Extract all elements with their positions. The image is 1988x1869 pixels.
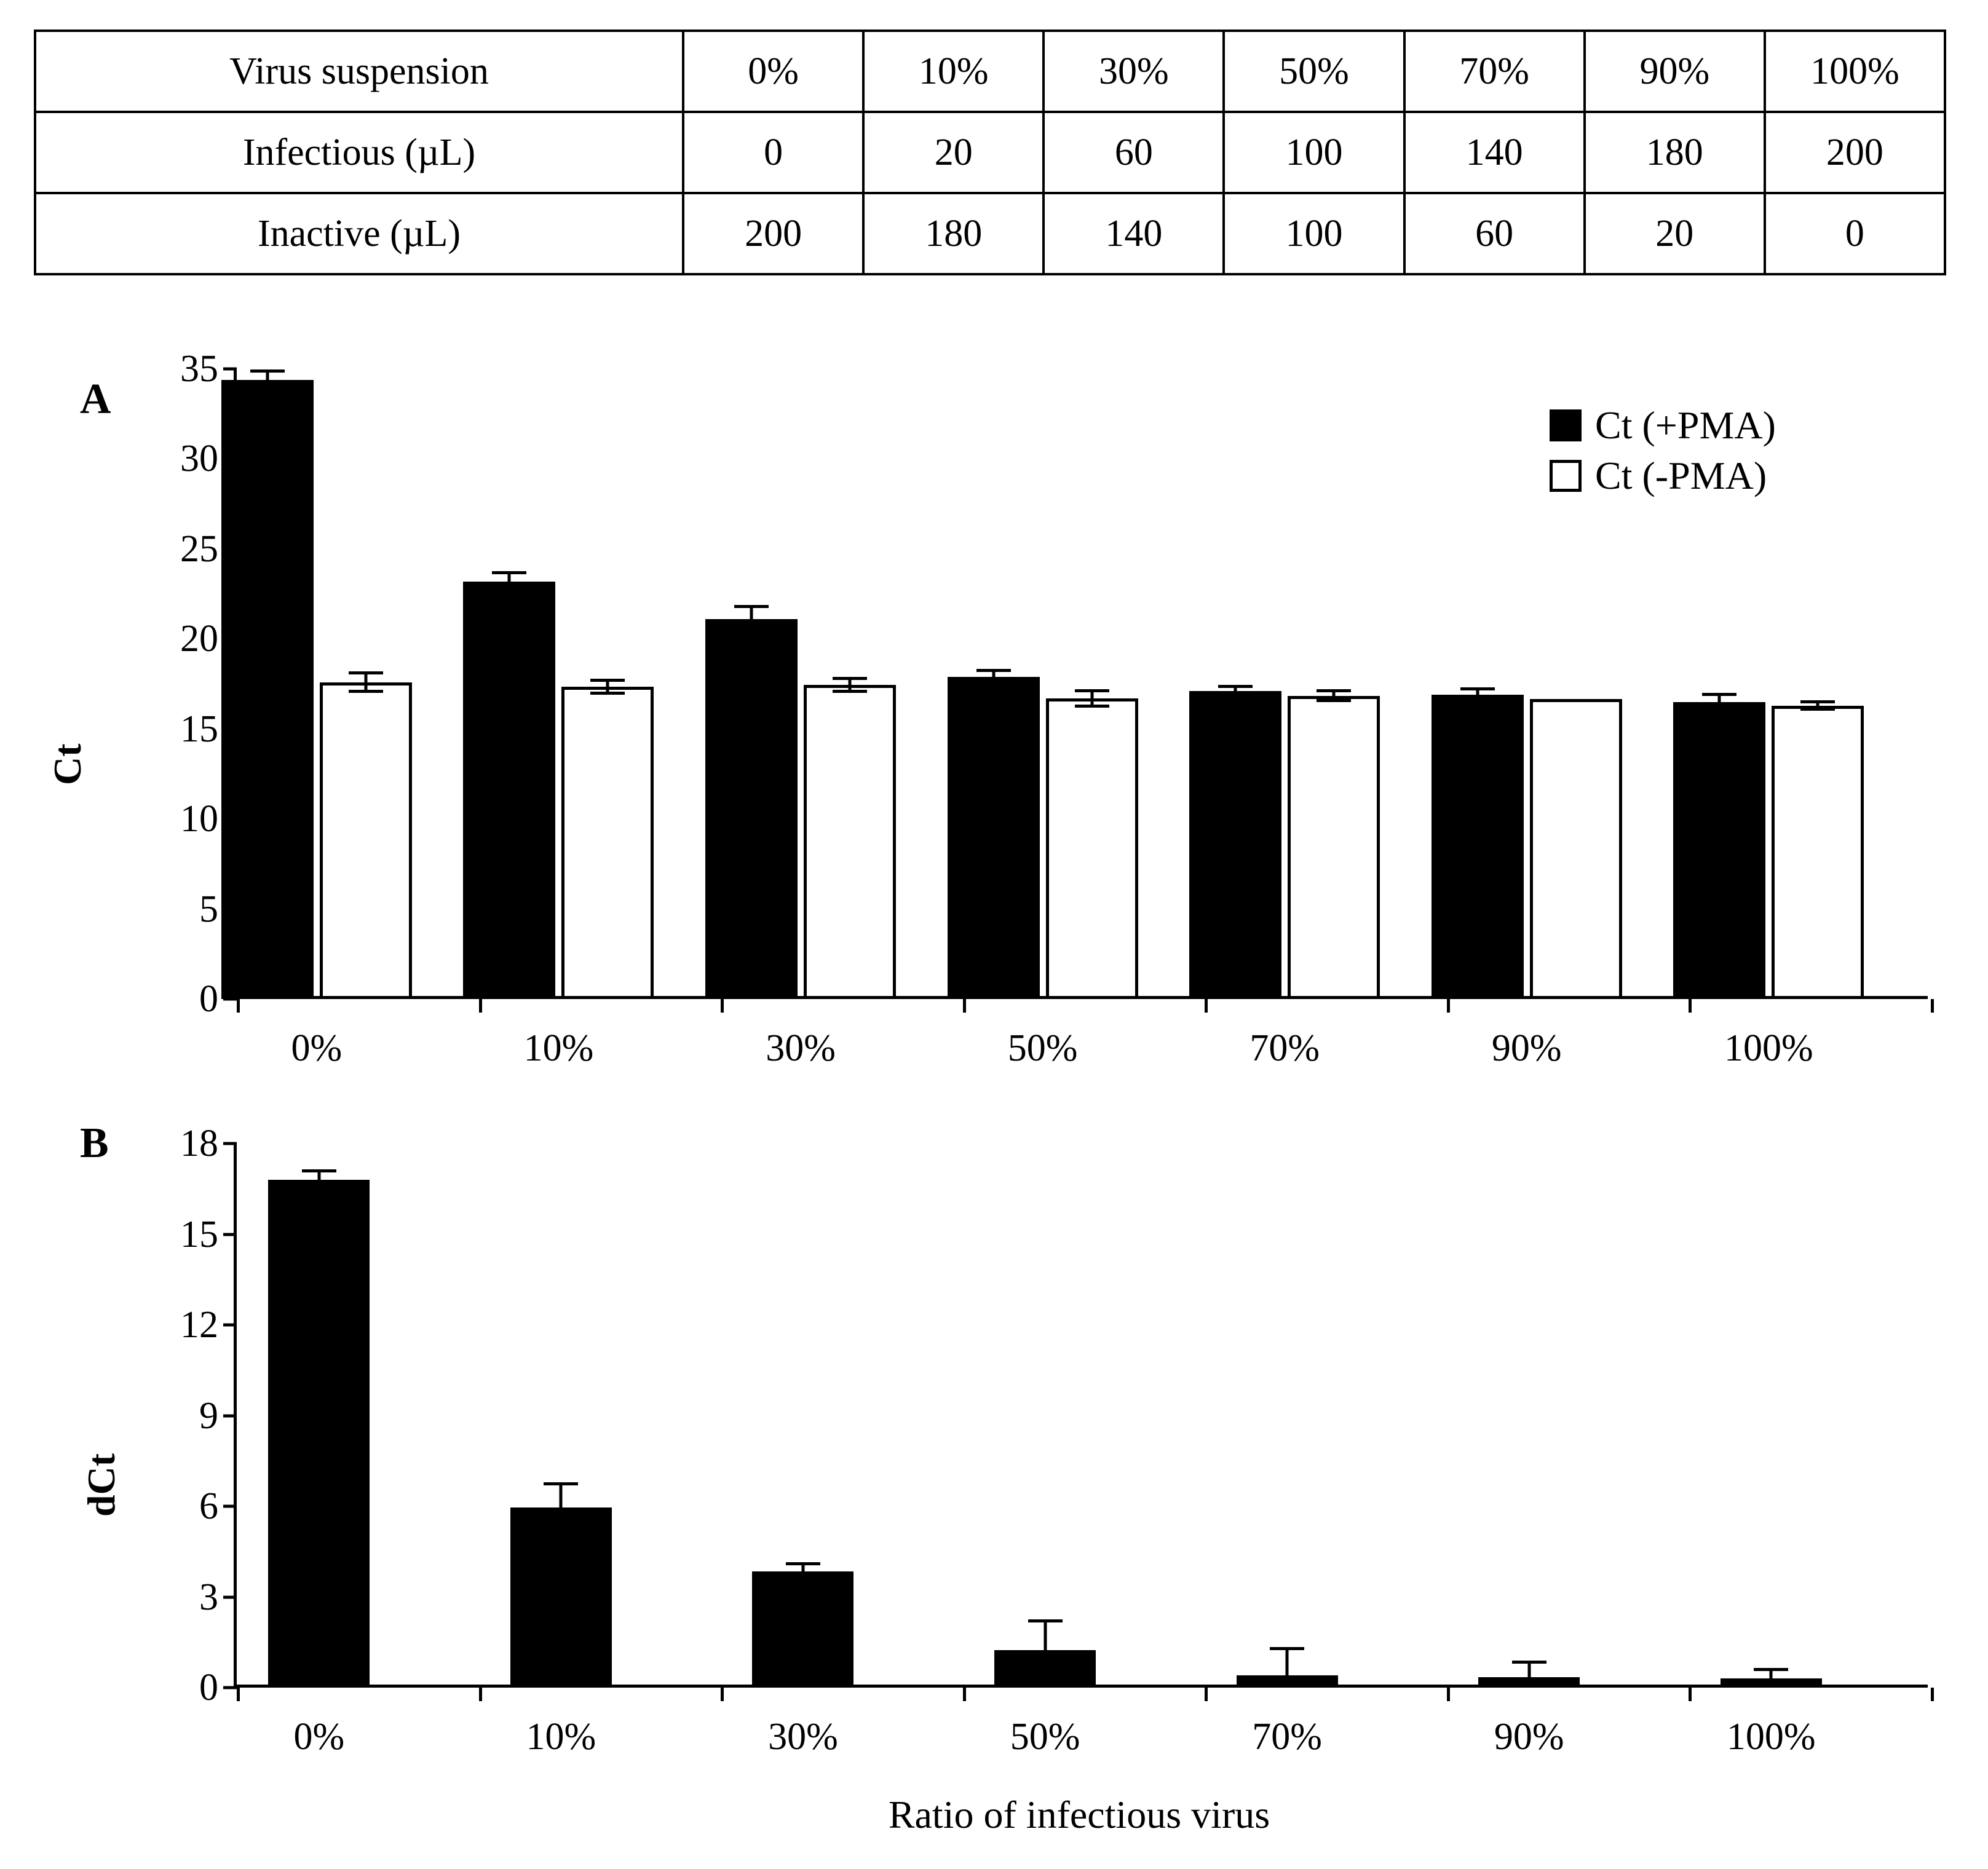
- y-tick-label: 5: [199, 888, 218, 930]
- y-tick-mark: [223, 1324, 237, 1327]
- error-bar: [1478, 1661, 1580, 1688]
- y-tick-label: 12: [180, 1304, 218, 1346]
- error-bar: [221, 369, 314, 389]
- table-cell: 60: [1404, 193, 1585, 274]
- x-tick-label: 50%: [1007, 1027, 1078, 1069]
- table-cell: 100%: [1765, 31, 1945, 112]
- table-cell: 0: [1765, 193, 1945, 274]
- error-bar-cap: [833, 690, 867, 693]
- error-bar-cap: [1754, 1668, 1788, 1671]
- bar: [1673, 702, 1765, 999]
- error-bar-cap: [302, 1187, 336, 1190]
- bar: [221, 380, 314, 999]
- panel-b-letter: B: [80, 1120, 109, 1167]
- bar: [804, 685, 896, 999]
- table-cell: 100: [1224, 112, 1404, 193]
- error-bar-cap: [349, 690, 383, 693]
- y-tick-label: 0: [199, 978, 218, 1020]
- error-bar-cap: [734, 630, 769, 633]
- bar: [752, 1571, 853, 1688]
- x-tick-mark: [1689, 999, 1692, 1013]
- bar: [1432, 695, 1524, 999]
- table-cell: 60: [1044, 112, 1224, 193]
- y-tick-mark: [223, 1233, 237, 1236]
- x-tick-label: 0%: [293, 1716, 345, 1758]
- bar: [948, 677, 1040, 999]
- error-bar-cap: [1754, 1685, 1788, 1688]
- y-tick-mark: [223, 1414, 237, 1417]
- error-bar-cap: [1028, 1677, 1063, 1680]
- error-bar: [1673, 693, 1765, 711]
- y-tick-label: 10: [180, 798, 218, 840]
- error-bar: [1721, 1668, 1822, 1688]
- bar: [705, 619, 798, 999]
- table-cell: 10%: [863, 31, 1044, 112]
- error-bar: [1046, 689, 1138, 707]
- bar: [1189, 691, 1281, 999]
- x-tick-mark: [237, 999, 240, 1013]
- error-bar-cap: [1317, 689, 1351, 692]
- error-bar-cap: [786, 1577, 820, 1580]
- table-cell: 30%: [1044, 31, 1224, 112]
- x-tick-label: 30%: [768, 1716, 838, 1758]
- error-bar-cap: [590, 692, 625, 695]
- x-tick-label: 100%: [1726, 1716, 1816, 1758]
- x-tick-mark: [1205, 1688, 1208, 1701]
- error-bar-cap: [250, 387, 285, 390]
- legend-swatch-open-icon: [1550, 460, 1582, 492]
- bar: [1772, 706, 1864, 999]
- table-row-header: Inactive (µL): [35, 193, 683, 274]
- error-bar-cap: [1460, 687, 1495, 690]
- error-bar-cap: [1512, 1661, 1546, 1664]
- table: [34, 30, 1946, 275]
- x-tick-mark: [237, 1688, 240, 1701]
- table-cell: 90%: [1585, 31, 1765, 112]
- legend-item: [1550, 456, 1776, 496]
- error-bar-cap: [1270, 1647, 1304, 1650]
- y-tick-label: 9: [199, 1394, 218, 1437]
- table-cell: 20: [863, 112, 1044, 193]
- error-bar: [1237, 1647, 1338, 1688]
- x-tick-label: 70%: [1252, 1716, 1322, 1758]
- error-bar-cap: [1800, 708, 1835, 711]
- x-tick-mark: [1447, 1688, 1450, 1701]
- error-bar: [705, 605, 798, 634]
- error-bar-cap: [302, 1169, 336, 1172]
- error-bar-cap: [1270, 1685, 1304, 1688]
- panel-b-y-axis-label: dCt: [79, 1453, 123, 1517]
- y-tick-label: 15: [180, 708, 218, 750]
- y-tick-mark: [223, 1505, 237, 1508]
- table-cell: 20: [1585, 193, 1765, 274]
- table-cell: 140: [1404, 112, 1585, 193]
- y-tick-label: 3: [199, 1576, 218, 1618]
- x-tick-label: 90%: [1491, 1027, 1562, 1069]
- panel-b-plot-area: [180, 1123, 1928, 1758]
- error-bar-cap: [544, 1530, 578, 1533]
- error-bar-cap: [1702, 708, 1737, 711]
- x-tick-mark: [721, 999, 724, 1013]
- error-bar-cap: [590, 679, 625, 682]
- bar: [1288, 696, 1380, 999]
- error-bar-cap: [492, 571, 526, 574]
- x-tick-label: 30%: [766, 1027, 836, 1069]
- panel-b-x-axis-label: Ratio of infectious virus: [888, 1793, 1270, 1836]
- error-bar: [1288, 689, 1380, 702]
- error-bar-cap: [1512, 1685, 1546, 1688]
- bar: [561, 687, 654, 999]
- error-bar-cap: [833, 677, 867, 680]
- error-bar-line: [1044, 1619, 1047, 1680]
- error-bar: [1432, 687, 1524, 701]
- virus-suspension-table: [34, 30, 1946, 275]
- panel-a-legend: [1550, 403, 1776, 507]
- table-row-header: Infectious (µL): [35, 112, 683, 193]
- table-row: [35, 31, 1945, 112]
- legend-swatch-filled-icon: [1550, 409, 1582, 441]
- legend-label: Ct (-PMA): [1595, 454, 1767, 497]
- error-bar-cap: [1218, 685, 1253, 688]
- y-tick-label: 6: [199, 1485, 218, 1527]
- error-bar-cap: [1317, 699, 1351, 702]
- error-bar-cap: [734, 605, 769, 608]
- x-tick-mark: [1205, 999, 1208, 1013]
- table-cell: 100: [1224, 193, 1404, 274]
- y-tick-mark: [223, 1686, 237, 1689]
- error-bar-cap: [492, 588, 526, 591]
- bar: [268, 1180, 370, 1688]
- legend-label: Ct (+PMA): [1595, 403, 1776, 447]
- table-cell: 200: [1765, 112, 1945, 193]
- table-cell: 0: [683, 112, 863, 193]
- error-bar: [1189, 685, 1281, 698]
- x-tick-mark: [1931, 1688, 1934, 1701]
- error-bar-line: [560, 1482, 563, 1534]
- table-cell: 70%: [1404, 31, 1585, 112]
- error-bar: [268, 1169, 370, 1190]
- x-tick-label: 0%: [291, 1027, 343, 1069]
- error-bar-cap: [1075, 689, 1109, 692]
- y-tick-mark: [223, 1142, 237, 1145]
- table-row: [35, 112, 1945, 193]
- error-bar-cap: [349, 671, 383, 674]
- x-tick-mark: [1689, 1688, 1692, 1701]
- y-tick-mark: [223, 1595, 237, 1598]
- x-tick-label: 50%: [1010, 1716, 1080, 1758]
- error-bar: [994, 1619, 1096, 1680]
- y-tick-label: 20: [180, 618, 218, 660]
- legend-item: [1550, 403, 1776, 447]
- table-cell: 140: [1044, 193, 1224, 274]
- x-tick-mark: [963, 999, 966, 1013]
- error-bar-cap: [544, 1482, 578, 1485]
- error-bar-cap: [1075, 705, 1109, 708]
- y-tick-label: 35: [180, 348, 218, 390]
- error-bar-line: [1527, 1661, 1531, 1688]
- error-bar-cap: [1460, 699, 1495, 702]
- table-cell: 180: [863, 193, 1044, 274]
- x-tick-label: 10%: [523, 1027, 594, 1069]
- table-cell: 0%: [683, 31, 863, 112]
- table-row: [35, 193, 1945, 274]
- y-tick-label: 30: [180, 438, 218, 480]
- error-bar: [752, 1562, 853, 1581]
- error-bar: [948, 669, 1040, 685]
- x-tick-mark: [721, 1688, 724, 1701]
- bar: [1046, 698, 1138, 999]
- x-tick-label: 70%: [1249, 1027, 1320, 1069]
- x-tick-mark: [1931, 999, 1934, 1013]
- error-bar-cap: [250, 369, 285, 373]
- bar: [463, 582, 555, 999]
- x-tick-mark: [479, 999, 482, 1013]
- error-bar-cap: [976, 682, 1011, 685]
- x-tick-label: 10%: [526, 1716, 596, 1758]
- x-tick-label: 90%: [1494, 1716, 1564, 1758]
- error-bar: [804, 677, 896, 693]
- error-bar-cap: [786, 1562, 820, 1565]
- x-tick-mark: [1447, 999, 1450, 1013]
- error-bar-line: [750, 605, 753, 634]
- panel-b: [0, 1107, 1988, 1844]
- table-row-header: Virus suspension: [35, 31, 683, 112]
- error-bar-cap: [976, 669, 1011, 672]
- bar: [1530, 699, 1622, 999]
- y-tick-label: 25: [180, 528, 218, 570]
- error-bar-cap: [1028, 1619, 1063, 1622]
- error-bar: [1772, 700, 1864, 711]
- panel-a-letter: A: [80, 376, 111, 423]
- error-bar: [463, 571, 555, 591]
- error-bar-line: [1286, 1647, 1289, 1688]
- error-bar: [561, 679, 654, 695]
- y-tick-label: 0: [199, 1667, 218, 1709]
- table-cell: 200: [683, 193, 863, 274]
- x-tick-mark: [963, 1688, 966, 1701]
- x-tick-label: 100%: [1724, 1027, 1813, 1069]
- y-tick-label: 18: [180, 1123, 218, 1164]
- x-tick-mark: [479, 1688, 482, 1701]
- error-bar: [320, 671, 412, 693]
- bar: [510, 1507, 612, 1688]
- panel-a: [0, 344, 1988, 1082]
- bar: [320, 682, 412, 999]
- table-cell: 50%: [1224, 31, 1404, 112]
- error-bar-cap: [1702, 693, 1737, 696]
- table-cell: 180: [1585, 112, 1765, 193]
- y-tick-label: 15: [180, 1213, 218, 1255]
- panel-a-y-axis-label: Ct: [46, 743, 89, 785]
- error-bar-cap: [1800, 700, 1835, 703]
- error-bar-cap: [1218, 694, 1253, 697]
- error-bar: [510, 1482, 612, 1534]
